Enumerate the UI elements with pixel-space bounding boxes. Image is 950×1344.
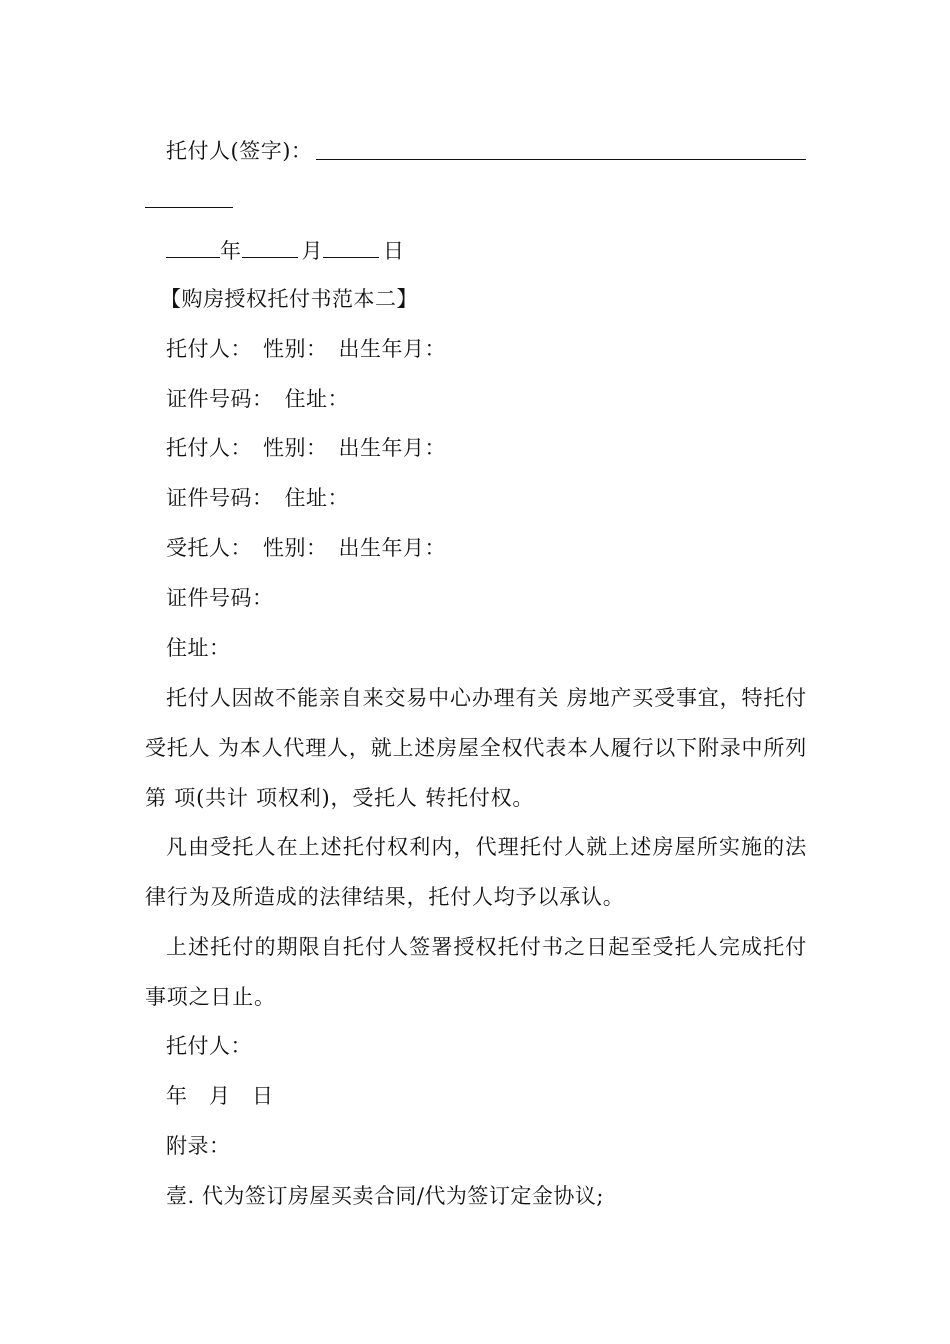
section-title: 【购房授权托付书范本二】 — [160, 287, 418, 311]
year-blank — [166, 237, 220, 258]
field-principal-2: 托付人： 性别： 出生年月： — [166, 436, 446, 460]
field-principal-1: 托付人： 性别： 出生年月： — [166, 337, 446, 361]
signature-blank-line-continued — [145, 207, 233, 208]
day-label: 日 — [383, 239, 405, 263]
closing-principal: 托付人： — [166, 1034, 252, 1058]
field-id-address-2: 证件号码： 住址： — [166, 486, 349, 510]
month-blank — [242, 237, 298, 258]
paragraph-authorization: 托付人因故不能亲自来交易中心办理有关 房地产买受事宜，特托付受托人 为本人代理人，就上述房屋全权代表本人履行以下附录中所列第 项(共计 项权利)，受托人 转托付权。 — [145, 686, 807, 810]
field-agent-address: 住址： — [166, 636, 231, 660]
closing-date: 年 月 日 — [166, 1084, 274, 1108]
signature-label: 托付人(签字)： — [166, 139, 313, 163]
field-agent: 受托人： 性别： 出生年月： — [166, 536, 446, 560]
paragraph-term: 上述托付的期限自托付人签署授权托付书之日起至受托人完成托付事项之日止。 — [145, 935, 807, 1009]
appendix-item-1: 壹. 代为签订房屋买卖合同/代为签订定金协议; — [166, 1184, 604, 1208]
month-label: 月 — [301, 239, 323, 263]
date-blanks — [166, 237, 405, 263]
paragraph-acknowledgement: 凡由受托人在上述托付权利内，代理托付人就上述房屋所实施的法律行为及所造成的法律结果，托付人均予以承认。 — [145, 835, 807, 909]
field-agent-id: 证件号码： — [166, 586, 274, 610]
field-id-address-1: 证件号码： 住址： — [166, 387, 349, 411]
signature-blank-line — [316, 159, 806, 160]
day-blank — [323, 237, 379, 258]
appendix-label: 附录： — [166, 1134, 231, 1158]
year-label: 年 — [220, 239, 242, 263]
